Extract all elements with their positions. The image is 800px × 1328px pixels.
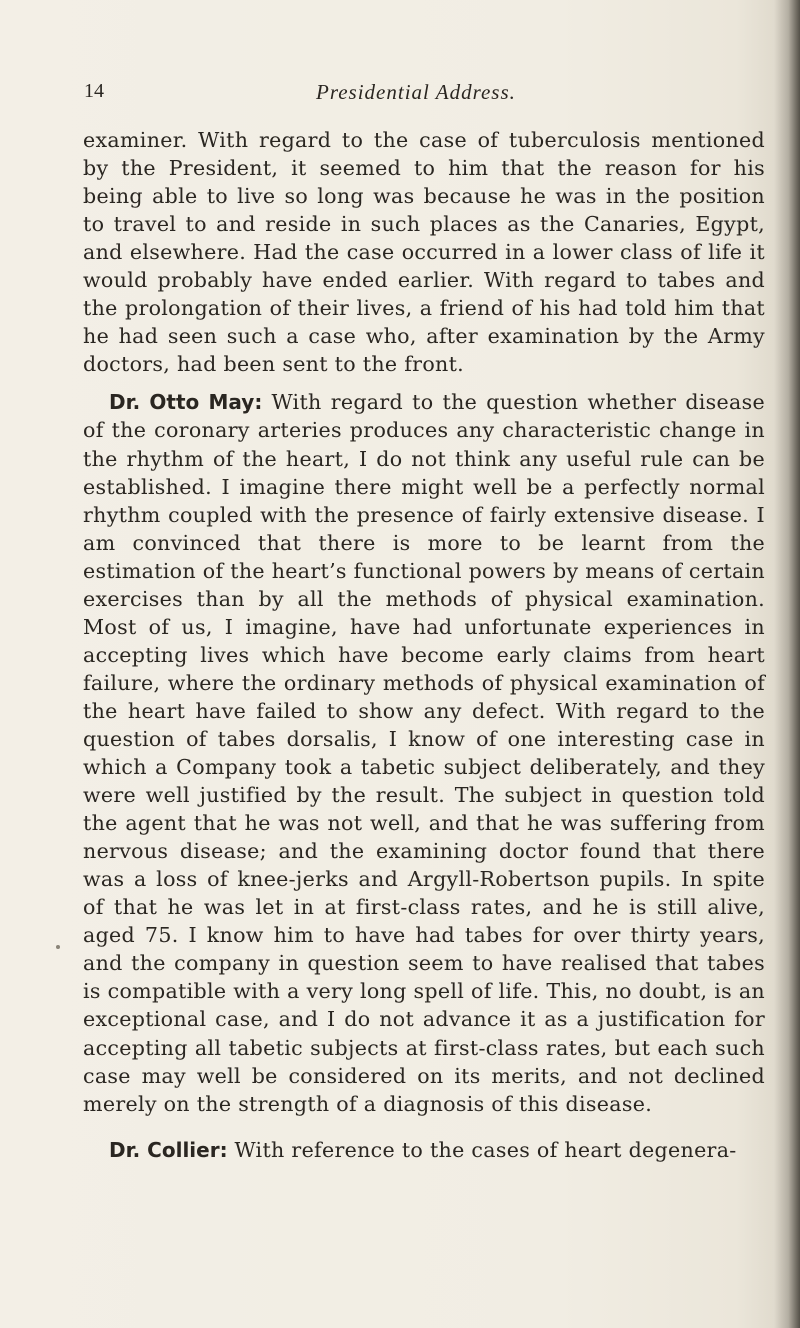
speaker-name: Dr. Otto May:	[109, 390, 263, 415]
running-title: Presidential Address.	[316, 80, 516, 104]
paragraph-text: With regard to the question whether disease of the coronary arteries produces any characteristic change in the rhythm of the heart, I do not think any useful rule can be established. I imagine there might well be a perfectly normal rhythm coupled with the presence of fairly extensive disease. I am convinced that there is more to be learnt from the estimation of the heart’s functional powers by means of certain exercises than by all the methods of physical examination. Most of us, I imagine, have had unfortunate experiences in accepting lives which have become early claims from heart failure, where the ordinary methods of physical examination of the heart have failed to show any defect. With regard to the question of tabes dorsalis, I know of one interesting case in which a Company took a tabetic subject deliberately, and they were well justified by the result. The subject in question told the agent that he was not well, and that he was suffering from nervous disease; and the examining doctor found that there was a loss of knee-jerks and Argyll-Robertson pupils. In spite of that he was let in at first-class rates, and he is still alive, aged 75. I know him to have had tabes for over thirty years, and the company in question seem to have realised that tabes is compatible with a very long spell of life. This, no doubt, is an exceptional case, and I do not advance it as a justification for accepting all tabetic subjects at first-class rates, but each such case may well be considered on its merits, and not declined merely on the strength of a diagnosis of this disease.	[83, 390, 765, 1116]
paragraph-otto-may	[83, 388, 765, 1117]
page-header	[0, 80, 800, 108]
paragraph-collier	[83, 1136, 765, 1164]
margin-speck	[56, 945, 60, 949]
body-text	[83, 126, 765, 1164]
paragraph-text: examiner. With regard to the case of tuberculosis mentioned by the President, it seemed to him that the reason for his being able to live so long was because he was in the position to travel to and reside in such places as the Canaries, Egypt, and elsewhere. Had the case occurred in a lower class of life it would probably have ended earlier. With regard to tabes and the prolongation of their lives, a friend of his had told him that he had seen such a case who, after examination by the Army doctors, had been sent to the front.	[83, 128, 765, 377]
page-edge-shadow	[774, 0, 800, 1328]
paragraph-text: With reference to the cases of heart degenera-	[234, 1137, 737, 1162]
speaker-name: Dr. Collier:	[109, 1137, 228, 1162]
paragraph-examiner	[83, 126, 765, 378]
page-number: 14	[84, 80, 104, 102]
